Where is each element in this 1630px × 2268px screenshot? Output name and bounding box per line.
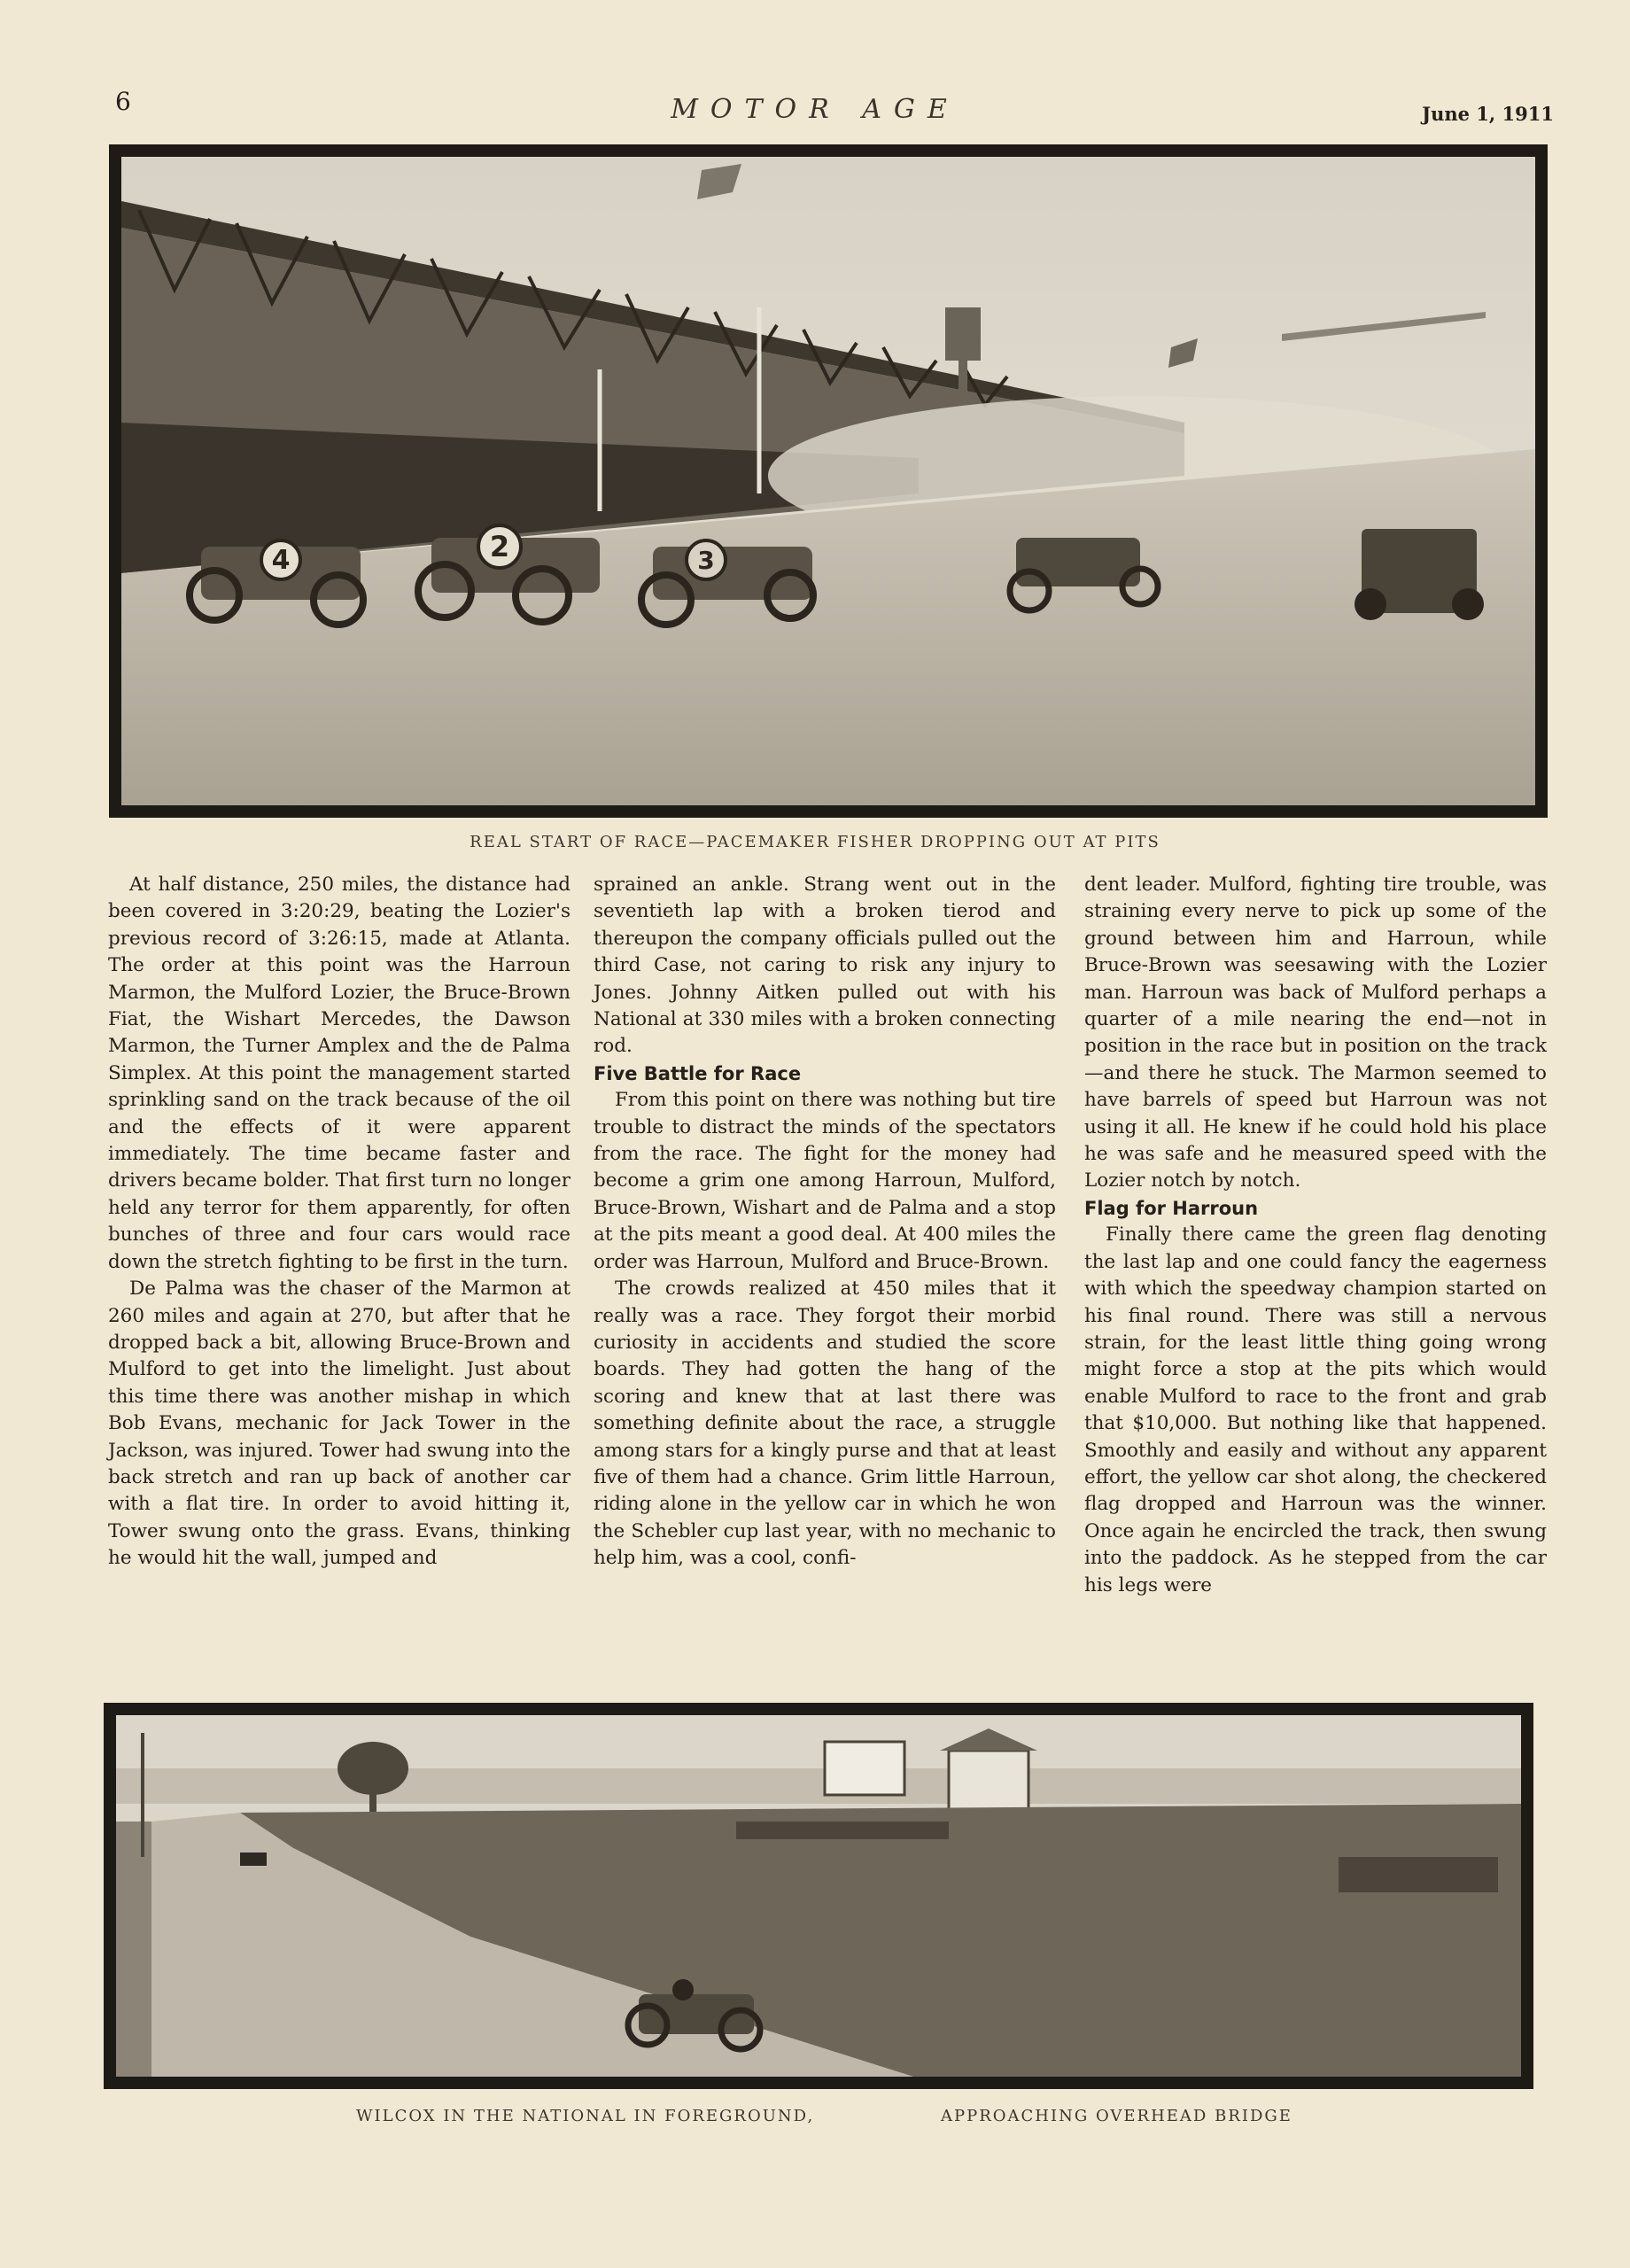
article-column-1 [108, 872, 570, 1573]
car-number-2: 3 [697, 546, 715, 575]
article-paragraph: sprained an ankle. Strang went out in the seventieth lap with a broken tierod and thereupon the company officials pulled out the third Case, not caring to risk any injury to Jones. Johnny Aitken pulled out with his National at 330 miles with a broken connecting rod. [594, 874, 1056, 1058]
page-header [0, 82, 1630, 126]
article-paragraph: From this point on there was nothing but tire trouble to distract the minds of the spectators from the race. The fight for the money had become a grim one among Harroun, Mulford, Bruce-Brown, Wishart and de Palma and a stop at the pits meant a good deal. At 400 miles the order was Harroun, Mulford and Bruce-Brown. [594, 1089, 1056, 1273]
article-paragraph: At half distance, 250 miles, the distance had been covered in 3:20:29, beating the Lozier's previous record of 3:26:15, made at Atlanta. The order at this point was the Harroun Marmon, the Mulford Lozier, the Bruce-Brown Fiat, the Wishart Mercedes, the Dawson Marmon, the Turner Amplex and the de Palma Simplex. At this point the management started sprinkling sand on the track because of the oil and the effects of it were apparent immediately. The time became faster and drivers became bolder. That first turn no longer held any terror for them apparently, for often bunches of three and four cars would race down the stretch fighting to be first in the turn. [108, 874, 570, 1273]
bottom-caption-right: APPROACHING OVERHEAD BRIDGE [941, 2107, 1292, 2125]
article-paragraph: De Palma was the chaser of the Marmon at 260 miles and again at 270, but after that he dropped back a bit, allowing Bruce-Brown and Mulford to get into the limelight. Just about this time there was another mishap in which Bob Evans, mechanic for Jack Tower in the Jackson, was injured. Tower had swung into the back stretch and ran up back of another car with a flat tire. In order to avoid hitting it, Tower swung onto the grass. Evans, thinking he would hit the wall, jumped and [108, 1278, 570, 1570]
publication-title: MOTOR AGE [671, 94, 959, 125]
article-paragraph: dent leader. Mulford, fighting tire trouble, was straining every nerve to pick up some of the ground between him and Harroun, while Bruce-Brown was seesawing with the Lozier man. Harroun was back of Mulford perhaps a quarter of a mile nearing the end—not in position in the race but in position on the track—and there he stuck. The Marmon seemed to have barrels of speed but Harroun was not using it all. He knew if he could hold his place he was safe and he measured speed with the Lozier notch by notch. [1084, 874, 1547, 1192]
page-number: 6 [115, 87, 131, 116]
article-column-2 [594, 872, 1056, 1573]
section-heading-flag-for-harroun: Flag for Harroun [1084, 1197, 1259, 1219]
top-photo-caption: REAL START OF RACE—PACEMAKER FISHER DROPPING OUT AT PITS [470, 833, 1160, 851]
article-paragraph: The crowds realized at 450 miles that it really was a race. They forgot their morbid curiosity in accidents and studied the score boards. They had gotten the hang of the scoring and knew that at last there was something definite about the race, a struggle among stars for a kingly purse and that at least five of them had a chance. Grim little Harroun, riding alone in the yellow car in which he won the Schebler cup last year, with no mechanic to help him, was a cool, confi- [594, 1278, 1056, 1570]
car-number-4: 4 [271, 545, 291, 576]
car-number-3: 2 [489, 530, 510, 563]
section-heading-five-battle: Five Battle for Race [594, 1062, 802, 1084]
race-start-illustration [121, 157, 1535, 805]
article-paragraph: Finally there came the green flag denoting the last lap and one could fancy the eagerness with which the speedway champion started on his final round. There was still a nervous strain, for the least little thing going wrong might force a stop at the pits which would enable Mulford to race to the front and grab that $10,000. But nothing like that happened. Smoothly and easily and without any apparent effort, the yellow car shot along, the checkered flag dropped and Harroun was the winner. Once again he encircled the track, then swung into the paddock. As he stepped from the car his legs were [1084, 1223, 1547, 1596]
pace-car [1354, 529, 1484, 620]
issue-date: June 1, 1911 [1422, 103, 1554, 125]
article-column-3 [1084, 872, 1547, 1599]
bottom-caption-left: WILCOX IN THE NATIONAL IN FOREGROUND, [356, 2107, 815, 2125]
track-overview-photo [104, 1703, 1533, 2089]
race-start-photo [109, 144, 1548, 818]
track-overview-illustration [116, 1715, 1521, 2077]
